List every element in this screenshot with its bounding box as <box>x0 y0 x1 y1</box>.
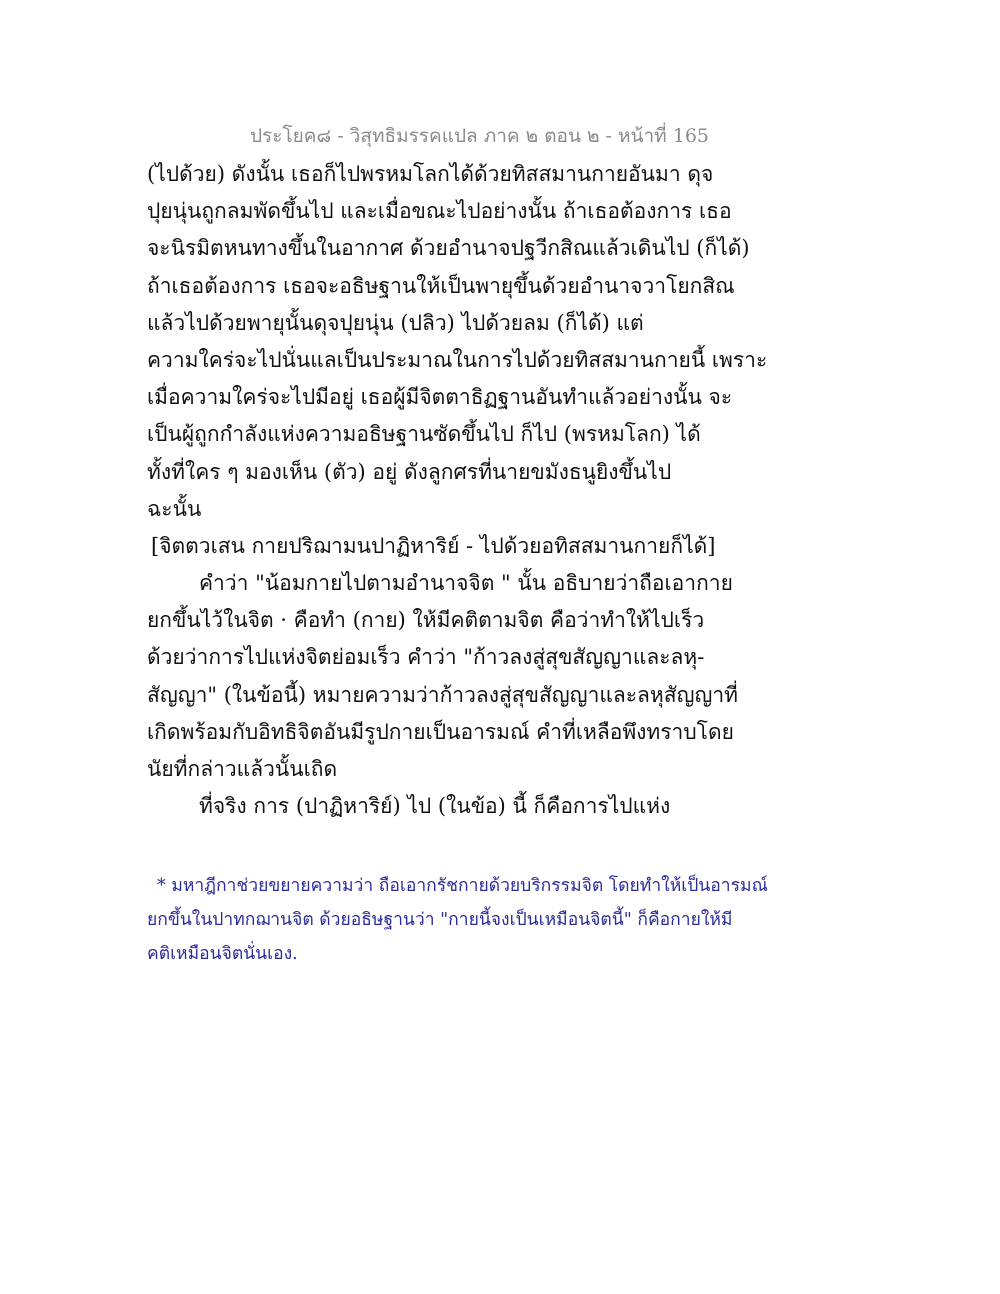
body-line: ความใคร่จะไปนั่นแลเป็นประมาณในการไปด้วยทิสสมานกายนี้ เพราะ <box>147 347 768 372</box>
footnote <box>147 869 767 971</box>
running-header: ประโยค๘ - วิสุทธิมรรคแปล ภาค ๒ ตอน ๒ - หน้าที่ 165 <box>250 125 710 147</box>
body-line: ปุยนุ่นถูกลมพัดขึ้นไป และเมื่อขณะไปอย่างนั้น ถ้าเธอต้องการ เธอ <box>147 199 732 224</box>
body-line: เกิดพร้อมกับอิทธิจิตอันมีรูปกายเป็นอารมณ์ คำที่เหลือพึงทราบโดย <box>147 719 734 744</box>
body-line: แล้วไปด้วยพายุนั้นดุจปุยนุ่น (ปลิว) ไปด้วยลม (ก็ได้) แต่ <box>147 310 644 335</box>
body-line: ด้วยว่าการไปแห่งจิตย่อมเร็ว คำว่า "ก้าวลงสู่สุขสัญญาและลหุ- <box>147 645 705 670</box>
body-line: ฉะนั้น <box>147 496 202 521</box>
footnote-line: คติเหมือนจิตนั่นเอง. <box>147 944 298 964</box>
body-line: ยกขึ้นไว้ในจิต · คือทำ (กาย) ให้มีคติตามจิต คือว่าทำให้ไปเร็ว <box>147 608 705 633</box>
body-line: (ไปด้วย) ดังนั้น เธอก็ไปพรหมโลกได้ด้วยทิสสมานกายอันมา ดุจ <box>147 162 714 186</box>
body-line: เมื่อความใคร่จะไปมีอยู่ เธอผู้มีจิตตาธิฏฐานอันทำแล้วอย่างนั้น จะ <box>147 385 733 410</box>
body-line: สัญญา" (ในข้อนี้) หมายความว่าก้าวลงสู่สุขสัญญาและลหุสัญญาที่ <box>147 682 739 707</box>
body-text <box>147 156 767 825</box>
paragraph-first-line: คำว่า "น้อมกายไปตามอำนาจจิต " นั้น อธิบายว่าถือเอากาย <box>199 571 733 596</box>
body-line: ทั้งที่ใคร ๆ มองเห็น (ตัว) อยู่ ดังลูกศรที่นายขมังธนูยิงขึ้นไป <box>147 459 672 484</box>
body-line: จะนิรมิตหนทางขึ้นในอากาศ ด้วยอำนาจปฐวีกสิณแล้วเดินไป (ก็ได้) <box>147 236 750 261</box>
body-line: ถ้าเธอต้องการ เธอจะอธิษฐานให้เป็นพายุขึ้นด้วยอำนาจวาโยกสิณ <box>147 273 735 298</box>
body-line: เป็นผู้ถูกกำลังแห่งความอธิษฐานซัดขึ้นไป ก็ไป (พรหมโลก) ได้ <box>147 422 701 447</box>
footnote-line: * มหาฎีกาช่วยขยายความว่า ถือเอากรัชกายด้วยบริกรรมจิต โดยทำให้เป็นอารมณ์ <box>157 876 768 896</box>
paragraph-first-line: ที่จริง การ (ปาฏิหาริย์) ไป (ในข้อ) นี้ ก็คือการไปแห่ง <box>199 794 671 819</box>
section-heading: [จิตตวเสน กายปริฌามนปาฏิหาริย์ - ไปด้วยอทิสสมานกายก็ได้] <box>151 533 716 558</box>
footnote-line: ยกขึ้นในปาทกฌานจิต ด้วยอธิษฐานว่า "กายนี้จงเป็นเหมือนจิตนี้" ก็คือกายให้มี <box>147 910 733 930</box>
body-line: นัยที่กล่าวแล้วนั้นเถิด <box>147 757 338 781</box>
